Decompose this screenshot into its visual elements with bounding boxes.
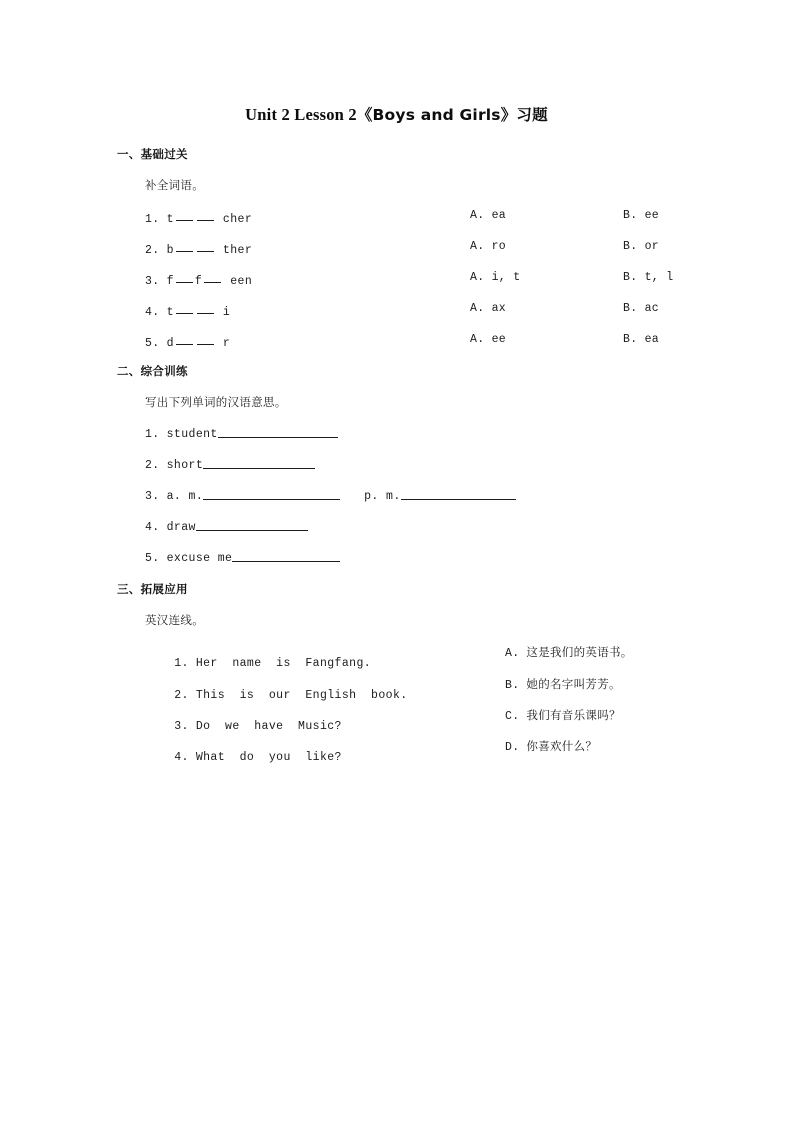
word-number: 1.: [145, 428, 160, 441]
match-chinese-text: 她的名字叫芳芳。: [526, 677, 621, 691]
match-chinese-row[interactable]: [505, 707, 621, 723]
answer-blank[interactable]: [197, 251, 214, 252]
page-title-latin: Unit 2 Lesson 2: [245, 105, 357, 124]
option-a[interactable]: A. i, t: [470, 271, 521, 284]
word-text: short: [166, 459, 204, 472]
exercise-number: 2.: [145, 244, 160, 257]
match-label: D.: [505, 741, 520, 754]
word-number: 4.: [145, 521, 160, 534]
match-english-text: This is our English book.: [195, 689, 408, 702]
match-chinese-text: 你喜欢什么？: [526, 739, 598, 753]
answer-blank[interactable]: [176, 251, 193, 252]
answer-blank[interactable]: [203, 457, 315, 469]
match-english-row[interactable]: [145, 738, 342, 777]
option-a[interactable]: A. ea: [470, 209, 507, 222]
match-english-text: What do you like?: [195, 751, 342, 764]
word-text: draw: [166, 521, 196, 534]
exercise-row: [145, 271, 252, 289]
section-heading-3: 三、拓展应用: [117, 582, 188, 596]
exercise-number: 5.: [145, 337, 160, 350]
word-text: a. m.: [166, 490, 204, 503]
answer-blank[interactable]: [218, 426, 338, 438]
section-heading-1: 一、基础过关: [117, 147, 188, 161]
match-number: 4.: [174, 751, 189, 764]
word-number: 2.: [145, 459, 160, 472]
exercise-row: [145, 209, 252, 227]
answer-blank[interactable]: [197, 220, 214, 221]
exercise-stem-suffix: cher: [222, 213, 253, 226]
match-chinese-text: 这是我们的英语书。: [526, 645, 633, 659]
match-number: 2.: [174, 689, 189, 702]
match-label: B.: [505, 679, 520, 692]
answer-blank[interactable]: [401, 488, 516, 500]
word-row: [145, 457, 315, 472]
word-row: [145, 488, 516, 503]
section-instruction-1: 补全词语。: [145, 178, 204, 192]
section-instruction-3: 英汉连线。: [145, 613, 204, 627]
match-number: 3.: [174, 720, 189, 733]
exercise-row: [145, 302, 230, 320]
answer-blank[interactable]: [176, 313, 193, 314]
match-chinese-row[interactable]: [505, 676, 621, 692]
option-a[interactable]: A. ro: [470, 240, 507, 253]
answer-blank[interactable]: [176, 344, 193, 345]
match-chinese-row[interactable]: [505, 738, 597, 754]
exercise-number: 4.: [145, 306, 160, 319]
option-b[interactable]: B. ee: [623, 209, 660, 222]
page-title-cjk: 《Boys and Girls》习题: [356, 106, 548, 124]
exercise-stem-prefix: b: [166, 244, 174, 257]
option-b[interactable]: B. ea: [623, 333, 660, 346]
word-number: 5.: [145, 552, 160, 565]
exercise-stem-prefix: d: [166, 337, 174, 350]
exercise-stem-suffix: een: [230, 275, 253, 288]
option-a[interactable]: A. ee: [470, 333, 507, 346]
exercise-stem-prefix: f: [166, 275, 174, 288]
word-number: 3.: [145, 490, 160, 503]
match-english-text: Her name is Fangfang.: [195, 657, 372, 670]
word-text-secondary: p. m.: [364, 490, 401, 503]
exercise-stem-suffix: ther: [222, 244, 253, 257]
match-number: 1.: [174, 657, 189, 670]
exercise-row: [145, 240, 252, 258]
option-b[interactable]: B. t, l: [623, 271, 674, 284]
answer-blank[interactable]: [204, 282, 221, 283]
exercise-stem-middle: f: [194, 275, 203, 288]
exercise-stem-prefix: t: [166, 306, 174, 319]
match-english-text: Do we have Music?: [195, 720, 342, 733]
match-label: A.: [505, 647, 520, 660]
option-b[interactable]: B. or: [623, 240, 660, 253]
answer-blank[interactable]: [232, 550, 340, 562]
match-label: C.: [505, 710, 520, 723]
answer-blank[interactable]: [197, 344, 214, 345]
section-heading-2: 二、综合训练: [117, 364, 188, 378]
option-a[interactable]: A. ax: [470, 302, 507, 315]
match-chinese-row[interactable]: [505, 644, 633, 660]
exercise-stem-suffix: i: [222, 306, 231, 319]
match-chinese-text: 我们有音乐课吗？: [526, 708, 621, 722]
word-text: excuse me: [166, 552, 233, 565]
exercise-number: 3.: [145, 275, 160, 288]
page-title: [0, 103, 793, 125]
exercise-row: [145, 333, 230, 351]
word-row: [145, 519, 308, 534]
section-instruction-2: 写出下列单词的汉语意思。: [145, 395, 287, 409]
word-row: [145, 426, 338, 441]
answer-blank[interactable]: [176, 220, 193, 221]
word-row: [145, 550, 340, 565]
option-b[interactable]: B. ac: [623, 302, 660, 315]
exercise-stem-suffix: r: [222, 337, 231, 350]
exercise-number: 1.: [145, 213, 160, 226]
answer-blank[interactable]: [176, 282, 193, 283]
answer-blank[interactable]: [203, 488, 340, 500]
word-text: student: [166, 428, 218, 441]
answer-blank[interactable]: [196, 519, 308, 531]
answer-blank[interactable]: [197, 313, 214, 314]
exercise-stem-prefix: t: [166, 213, 174, 226]
